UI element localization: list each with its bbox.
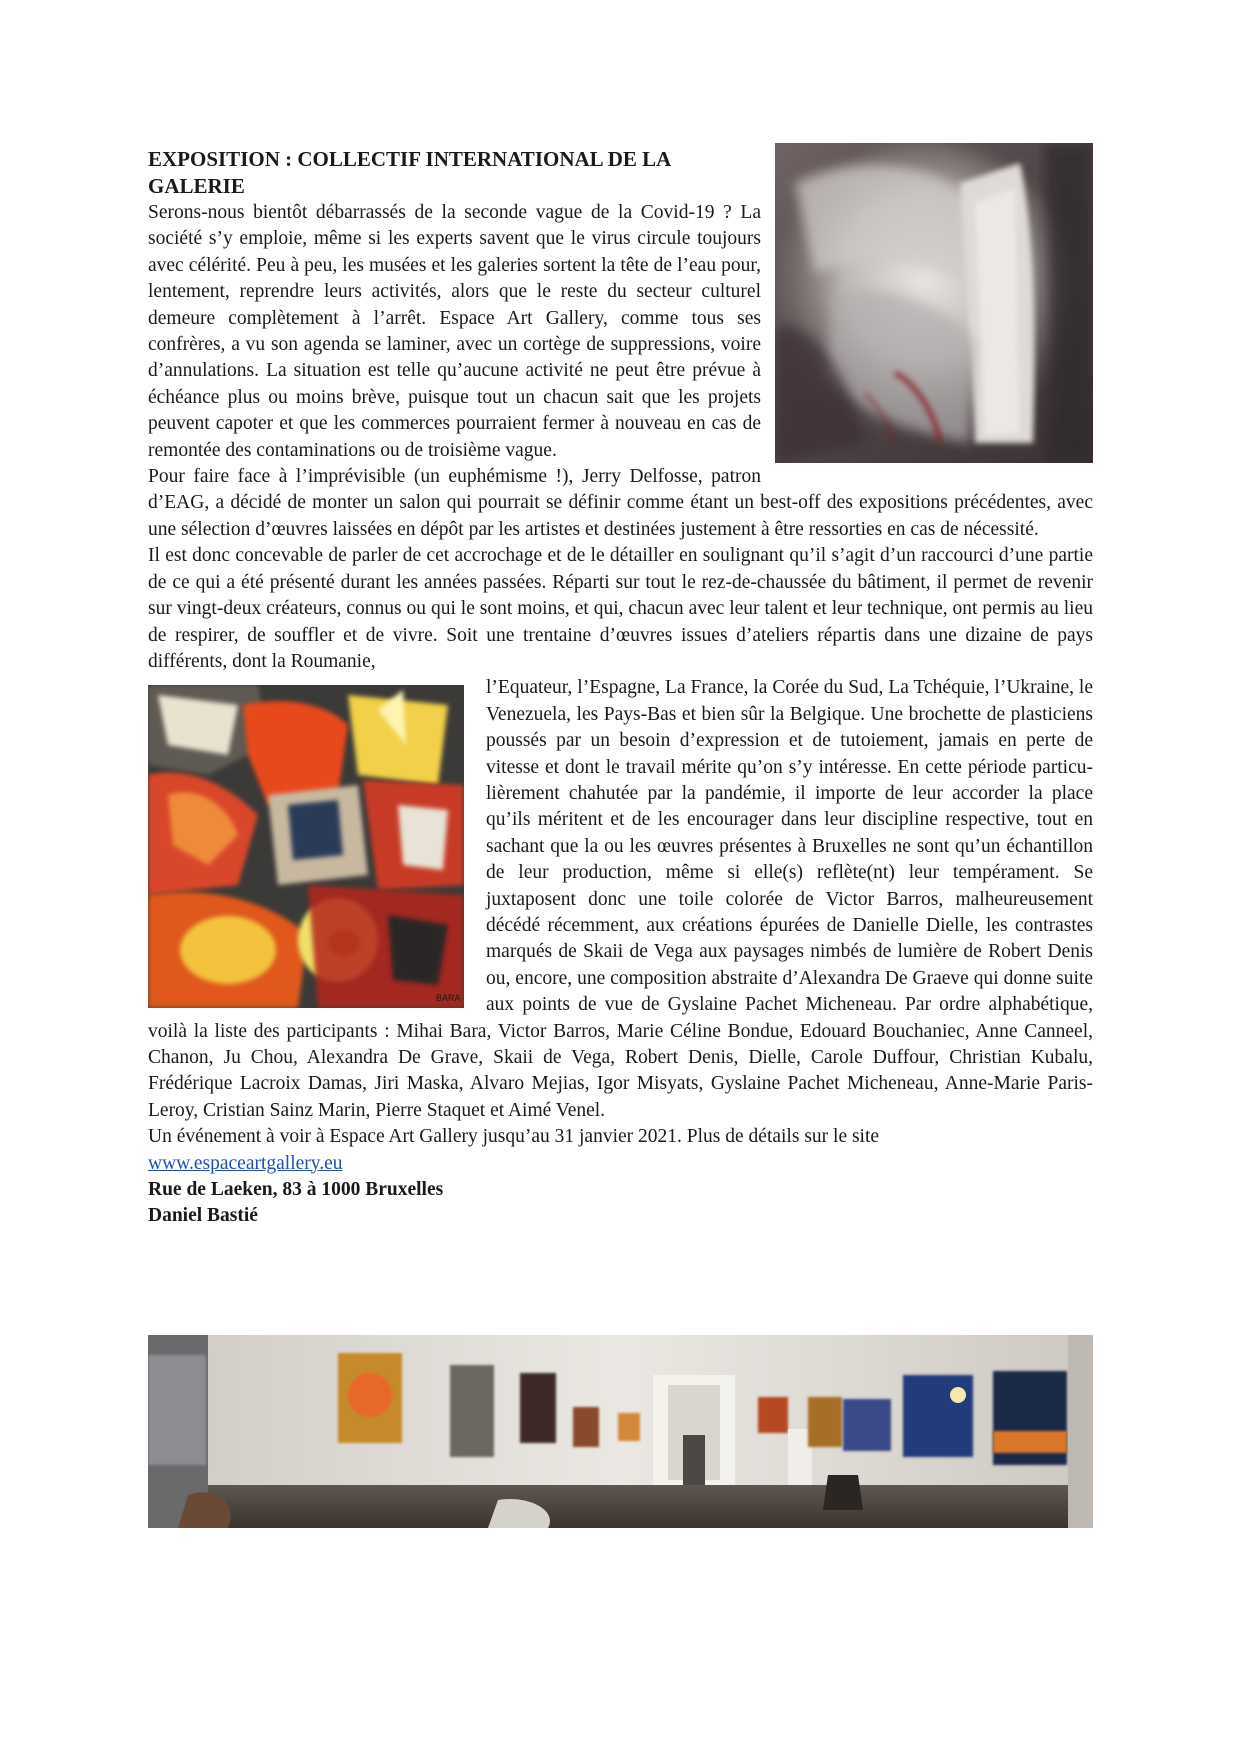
paragraph-closing: Un événement à voir à Espace Art Gallery jusqu’au 31 janvier 2021. Plus de détails sur le site: [148, 1126, 880, 1148]
paragraph-salon: Pour faire face à l’imprévisible (un euphémisme !), Jerry Delfosse, patron d’EAG, a décidé de monter un salon qui pourrait se définir comme étant un best-off des expositions précédentes, avec une sélection d’œuvres laissées en dépôt par les artistes et destinées justement à être ressorties en cas de nécessité.: [148, 466, 1093, 540]
painting-signature: BARA: [436, 993, 461, 1004]
paragraph-participants: l’Equateur, l’Espagne, La France, la Corée du Sud, La Tchéquie, l’Ukraine, le Venezuela, les Pays-Bas et bien sûr la Belgique. Une brochette de plasticiens poussés par un besoin d’expression et de tutoiement, jamais en perte de vitesse et dont le travail mérite qu’on s’y intéresse. En cette période particu-lièrement chahutée par la pandémie, il importe de leur accorder la place qu’ils méritent et de les encourager dans leur discipline respective, tout en sachant que la ou les œuvres présentes à Bruxelles ne sont qu’un échantillon de leur production, même si elle(s) reflète(nt) leur tempérament. Se juxtaposent donc une toile colorée de Victor Barros, malheureusement décédé récemment, aux créations épurées de Danielle Dielle, les contrastes marqués de Skaii de Vega aux paysages nimbés de lumière de Robert Denis ou, encore, une composition abstraite d’Alexandra De Graeve qui donne suite aux points de vue de Gyslaine Pachet Micheneau. Par ordre alphabétique, voilà la liste des participants : Mihai Bara, Victor Barros, Marie Céline Bondue, Edouard Bouchaniec, Anne Canneel, Chanon, Ju Chou, Alexandra De Grave, Skaii de Vega, Robert Denis, Dielle, Carole Duffour, Christian Kubalu, Frédérique Lacroix Damas, Jiri Maska, Alvaro Mejias, Igor Misyats, Gyslaine Pachet Micheneau, Anne-Marie Paris-Leroy, Cristian Sainz Marin, Pierre Staquet et Aimé Venel.: [148, 677, 1093, 1121]
article-title: EXPOSITION : COLLECTIF INTERNATIONAL DE LA GALERIE: [148, 147, 671, 198]
article-author: Daniel Bastié: [148, 1205, 258, 1227]
paragraph-accrochage: Il est donc concevable de parler de cet accrochage et de le détailler en soulignant qu’il s’agit d’un raccourci d’une partie de ce qui a été présenté durant les années passées. Réparti sur tout le rez-de-chaussée du bâtiment, il permet de revenir sur vingt-deux créateurs, connus ou qui le sont moins, et qui, chacun avec leur talent et leur technique, ont permis au lieu de respirer, de souffler et de vivre. Soit une trentaine d’œuvres issues d’ateliers répartis dans une dizaine de pays différents, dont la Roumanie,: [148, 545, 1093, 672]
article-column: [148, 146, 1093, 1230]
paragraph-intro: Serons-nous bientôt débarrassés de la seconde vague de la Covid-19 ? La société s’y emploie, même si les experts savent que le virus circule toujours avec célérité. Peu à peu, les musées et les galeries sortent la tête de l’eau pour, lentement, reprendre leurs activités, alors que le reste du secteur culturel demeure complètement à l’arrêt. Espace Art Gallery, comme tous ses confrères, a vu son agenda se laminer, avec un cortège de suppressions, voire d’annulations. La situation est telle qu’aucune activité ne peut être prévue à échéance plus ou moins brève, puisque tout un chacun sait que les projets peuvent capoter et que les commerces pourraient fermer à nouveau en cas de remontée des contaminations ou de troisième vague.: [148, 202, 761, 461]
colorful-abstract-painting: [148, 685, 464, 1008]
grey-abstract-painting: [775, 143, 1093, 463]
gallery-panorama-photo: [148, 1335, 1093, 1528]
gallery-address: Rue de Laeken, 83 à 1000 Bruxelles: [148, 1179, 444, 1201]
website-link[interactable]: www.espaceartgallery.eu: [148, 1152, 343, 1174]
